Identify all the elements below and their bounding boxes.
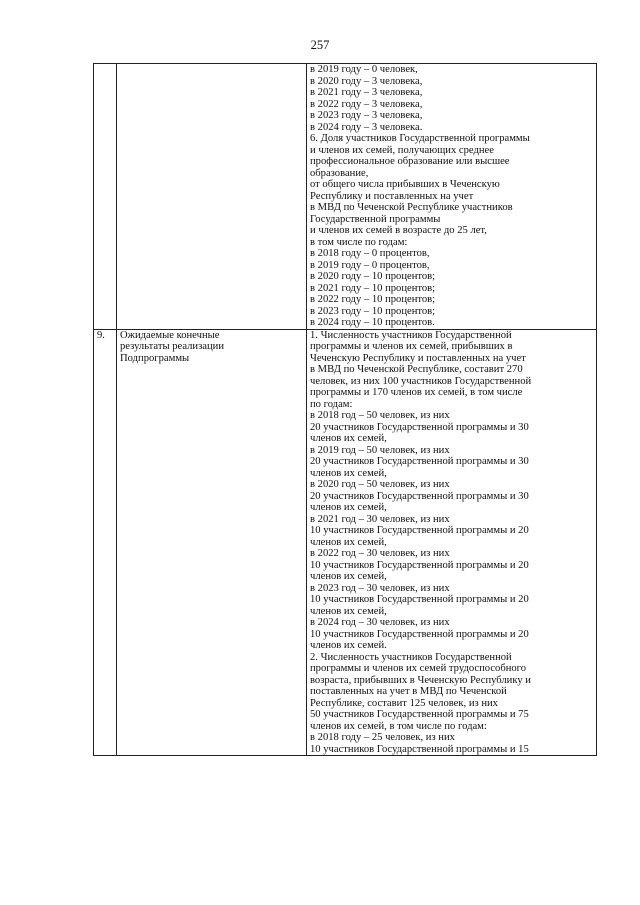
content-line: 20 участников Государственной программы и 30 — [310, 490, 529, 502]
content-line: 20 участников Государственной программы и 30 — [310, 456, 529, 467]
content-line: членов их семей, — [310, 536, 387, 548]
content-line: в 2018 году – 0 процентов, — [310, 248, 430, 259]
content-line: в 2019 году – 0 человек, — [310, 64, 418, 75]
content-line: в 2024 году – 3 человека. — [310, 121, 423, 133]
table-body — [94, 64, 597, 756]
content-line: в том числе по годам: — [310, 236, 408, 248]
content-line: членов их семей, в том числе по годам: — [310, 720, 487, 732]
content-line: в 2020 году – 10 процентов; — [310, 271, 436, 282]
row-number: 9. — [97, 329, 105, 341]
content-line: образование, — [310, 167, 369, 179]
content-line: в 2018 году – 25 человек, из них — [310, 732, 455, 743]
content-line: 6. Доля участников Государственной программы — [310, 133, 530, 144]
content-line: в 2021 году – 10 процентов; — [310, 282, 436, 294]
content-line: в 2023 году – 10 процентов; — [310, 305, 436, 317]
content-line: и членов их семей, получающих среднее — [310, 144, 494, 156]
content-line: в 2019 году – 0 процентов, — [310, 259, 430, 271]
row-number-cell — [94, 64, 117, 330]
content-line: программы и членов их семей трудоспособного — [310, 663, 527, 674]
row-label-cell — [117, 64, 307, 330]
content-line: 50 участников Государственной программы и 75 — [310, 709, 529, 720]
content-line: в 2020 году – 3 человека, — [310, 75, 423, 87]
content-line: в 2021 год – 30 человек, из них — [310, 513, 450, 525]
content-line: в МВД по Чеченской Республике участников — [310, 202, 513, 213]
content-line: 10 участников Государственной программы и 20 — [310, 559, 529, 571]
content-line: в 2021 году – 3 человека, — [310, 87, 423, 98]
content-line: 10 участников Государственной программы и 20 — [310, 525, 529, 536]
content-line: Республике, составит 125 человек, из них — [310, 697, 498, 709]
table-row — [94, 64, 597, 330]
content-line: членов их семей, — [310, 605, 387, 617]
row-content-cell — [307, 64, 597, 330]
content-line: в 2023 год – 30 человек, из них — [310, 582, 450, 594]
content-line: в 2020 год – 50 человек, из них — [310, 479, 450, 490]
content-line: в МВД по Чеченской Республике, составит 270 — [310, 364, 523, 375]
content-line: по годам: — [310, 398, 353, 410]
content-line: Республику и поставленных на учет — [310, 190, 474, 202]
content-line: 1. Численность участников Государственной — [310, 329, 512, 341]
row-content-cell — [307, 329, 597, 756]
label-line: Ожидаемые конечные — [120, 329, 220, 341]
content-line: в 2024 год – 30 человек, из них — [310, 617, 450, 628]
content-line: Чеченскую Республику и поставленных на учет — [310, 352, 526, 364]
content-line: в 2018 год – 50 человек, из них — [310, 410, 450, 421]
label-line: результаты реализации — [120, 341, 224, 352]
content-line: членов их семей, — [310, 467, 387, 479]
content-line: человек, из них 100 участников Государственной — [310, 375, 532, 387]
content-line: 20 участников Государственной программы и 30 — [310, 421, 529, 433]
table-row — [94, 329, 597, 756]
content-line: профессиональное образование или высшее — [310, 156, 510, 167]
content-line: членов их семей, — [310, 433, 387, 444]
content-line: в 2023 году – 3 человека, — [310, 110, 423, 121]
content-line: членов их семей. — [310, 640, 387, 651]
content-line: от общего числа прибывших в Чеченскую — [310, 179, 500, 190]
content-line: 10 участников Государственной программы и 20 — [310, 628, 529, 640]
content-line: в 2022 году – 3 человека, — [310, 98, 423, 110]
program-table — [93, 63, 597, 756]
content-line: 2. Численность участников Государственной — [310, 651, 512, 663]
page-number: 257 — [310, 38, 330, 52]
content-line: программы и членов их семей, прибывших в — [310, 341, 513, 352]
content-line: в 2022 году – 10 процентов; — [310, 294, 436, 305]
content-line: возраста, прибывших в Чеченскую Республику и — [310, 674, 531, 686]
content-line: членов их семей, — [310, 571, 387, 582]
content-line: поставленных на учет в МВД по Чеченской — [310, 686, 507, 697]
content-line: в 2022 год – 30 человек, из них — [310, 548, 450, 559]
content-line: в 2019 год – 50 человек, из них — [310, 444, 450, 456]
content-line: 10 участников Государственной программы и 15 — [310, 743, 529, 755]
content-line: в 2024 году – 10 процентов. — [310, 317, 435, 328]
label-line: Подпрограммы — [120, 352, 190, 364]
row-label-cell — [117, 329, 307, 756]
content-line: программы и 170 членов их семей, в том числе — [310, 387, 523, 398]
content-line: и членов их семей в возрасте до 25 лет, — [310, 225, 487, 236]
content-line: Государственной программы — [310, 213, 441, 225]
content-line: членов их семей, — [310, 502, 387, 513]
content-line: 10 участников Государственной программы и 20 — [310, 594, 529, 605]
row-number-cell — [94, 329, 117, 756]
